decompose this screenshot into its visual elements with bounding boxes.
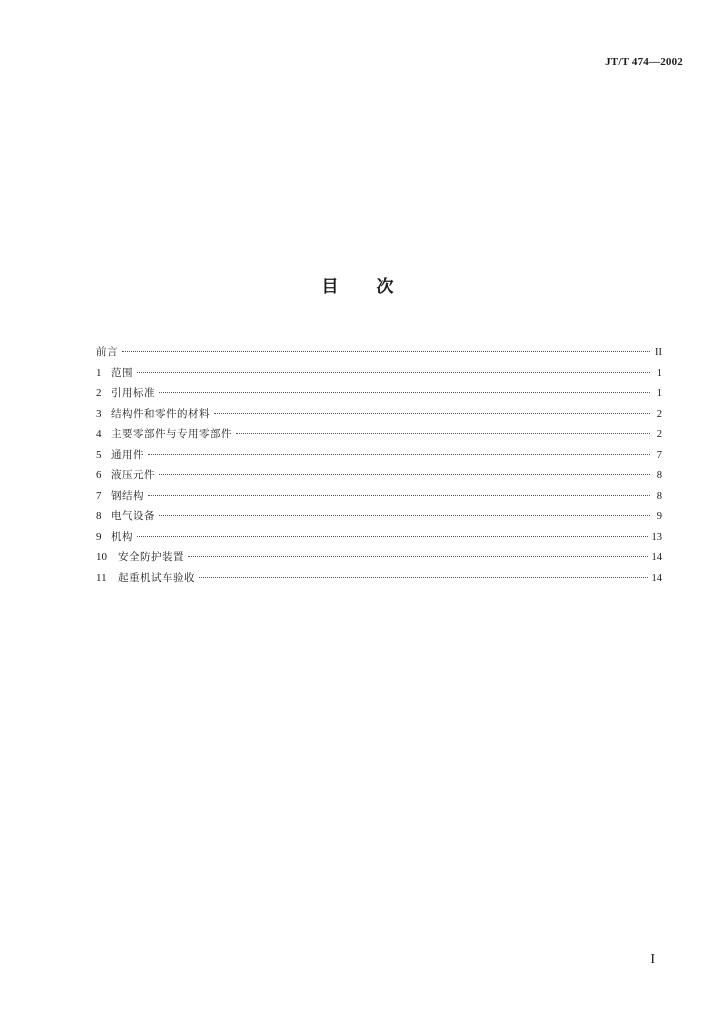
standard-number: JT/T 474—2002 (605, 56, 683, 68)
toc-leader-dots (148, 454, 650, 455)
toc-entry-label: 机构 (111, 530, 133, 543)
toc-entry-foreword[interactable] (96, 342, 662, 363)
toc-entry-number: 4 (96, 428, 102, 440)
toc-entry-label: 范围 (111, 366, 133, 379)
toc-entry-label: 起重机试车验收 (118, 571, 195, 584)
toc-entry-page: 2 (656, 408, 662, 420)
toc-leader-dots (137, 536, 648, 537)
table-of-contents (96, 342, 662, 588)
toc-leader-dots (236, 433, 650, 434)
toc-leader-dots (159, 515, 650, 516)
toc-leader-dots (122, 351, 650, 352)
toc-entry-label: 主要零部件与专用零部件 (111, 428, 232, 440)
toc-entry-page: 9 (656, 511, 662, 522)
toc-entry-number: 3 (96, 407, 102, 420)
toc-entry-1[interactable] (96, 363, 662, 384)
toc-entry-page: 1 (656, 388, 662, 399)
toc-entry-page: II (655, 347, 662, 358)
toc-entry-number: 7 (96, 489, 102, 502)
toc-leader-dots (159, 392, 650, 393)
toc-leader-dots (159, 474, 650, 475)
toc-entry-label: 钢结构 (111, 489, 144, 502)
toc-entry-number: 6 (96, 469, 102, 481)
toc-entry-3[interactable] (96, 404, 662, 425)
toc-entry-4[interactable] (96, 424, 662, 445)
toc-entry-5[interactable] (96, 445, 662, 466)
toc-entry-label: 电气设备 (111, 510, 155, 522)
toc-entry-label: 前言 (96, 346, 118, 358)
toc-entry-number: 2 (96, 387, 102, 399)
toc-entry-11[interactable] (96, 568, 662, 589)
toc-entry-page: 1 (656, 367, 662, 379)
toc-entry-page: 2 (656, 429, 662, 440)
toc-leader-dots (199, 577, 648, 578)
toc-title-char-1: 目 (321, 277, 339, 297)
toc-entry-page: 7 (656, 449, 662, 461)
toc-leader-dots (148, 495, 650, 496)
toc-entry-label: 结构件和零件的材料 (111, 407, 210, 420)
toc-entry-page: 14 (651, 552, 662, 563)
toc-leader-dots (188, 556, 648, 557)
toc-entry-2[interactable] (96, 383, 662, 404)
toc-entry-page: 14 (651, 572, 662, 584)
toc-entry-page: 8 (656, 490, 662, 502)
toc-entry-number: 5 (96, 448, 102, 461)
toc-title (0, 272, 715, 297)
toc-entry-label: 安全防护装置 (118, 551, 184, 563)
toc-entry-page: 13 (651, 531, 662, 543)
toc-entry-8[interactable] (96, 506, 662, 527)
toc-entry-label: 通用件 (111, 448, 144, 461)
toc-entry-label: 引用标准 (111, 387, 155, 399)
toc-entry-number: 8 (96, 510, 102, 522)
toc-entry-7[interactable] (96, 486, 662, 507)
toc-entry-6[interactable] (96, 465, 662, 486)
toc-entry-number: 9 (96, 530, 102, 543)
toc-entry-9[interactable] (96, 527, 662, 548)
toc-entry-number: 11 (96, 571, 107, 584)
page-number: I (650, 952, 655, 967)
toc-entry-page: 8 (656, 470, 662, 481)
toc-entry-10[interactable] (96, 547, 662, 568)
toc-title-char-2: 次 (376, 277, 394, 297)
toc-entry-label: 液压元件 (111, 469, 155, 481)
toc-entry-number: 1 (96, 366, 102, 379)
toc-leader-dots (137, 372, 650, 373)
toc-entry-number: 10 (96, 551, 107, 563)
toc-leader-dots (214, 413, 650, 414)
